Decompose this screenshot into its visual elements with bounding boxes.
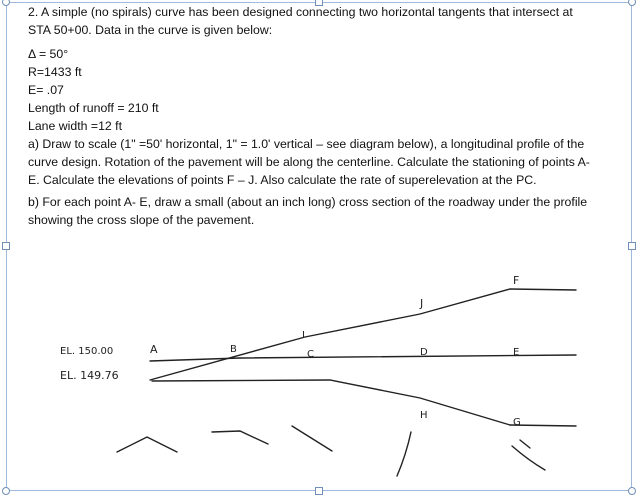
elevation-label-1: EL. 150.00: [60, 346, 114, 357]
superelevation-value: E= .07: [28, 83, 64, 97]
point-a-label: A: [150, 343, 158, 356]
cross-section-d: [397, 432, 411, 476]
profile-line-lower: [152, 380, 510, 425]
point-b-label: B: [230, 344, 237, 355]
point-h-label: H: [420, 410, 428, 421]
cross-section-c: [292, 426, 332, 451]
intro-line-2: STA 50+00. Data in the curve is given below:: [28, 23, 273, 37]
elevation-label-2: EL. 149.76: [60, 369, 119, 382]
delta-value: Δ = 50°: [28, 47, 69, 61]
cross-section-b: [212, 431, 268, 444]
part-a-line-2: curve design. Rotation of the pavement will be along the centerline. Calculate the stationing of points A-: [28, 155, 590, 169]
lane-width-value: Lane width =12 ft: [28, 119, 123, 133]
intro-line-1: 2. A simple (no spirals) curve has been designed connecting two horizontal tangents that intersect at: [28, 5, 573, 19]
cross-section-e: [512, 446, 545, 470]
point-i-label: I: [302, 330, 305, 341]
cross-section-a: [117, 437, 177, 452]
point-d-label: D: [420, 347, 428, 358]
profile-line-top-right: [510, 289, 576, 290]
point-e-label: E: [513, 347, 520, 358]
point-j-label: J: [420, 297, 424, 310]
point-g-label: G: [513, 417, 521, 428]
part-b-line-2: showing the cross slope of the pavement.: [28, 213, 255, 227]
part-a-line-1: a) Draw to scale (1" =50' horizontal, 1" = 1.0' vertical – see diagram below), a longitudinal profile of the: [28, 137, 585, 151]
radius-value: R=1433 ft: [28, 65, 82, 79]
point-c-label: C: [307, 349, 314, 360]
point-f-label: F: [513, 274, 520, 287]
part-a-line-3: E. Calculate the elevations of points F – J. Also calculate the rate of superelevation at the PC.: [28, 173, 537, 187]
cross-section-d-tail: [520, 440, 530, 448]
profile-centerline: [240, 355, 576, 358]
runoff-value: Length of runoff = 210 ft: [28, 101, 159, 115]
profile-line-upper-rising: [150, 289, 510, 380]
part-b-line-1: b) For each point A- E, draw a small (about an inch long) cross section of the roadway under the profile: [28, 195, 588, 209]
